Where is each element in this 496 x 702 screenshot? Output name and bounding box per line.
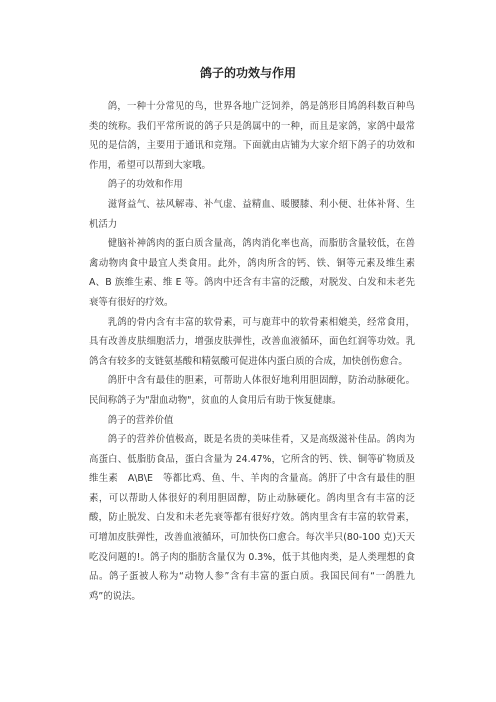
- section-heading-nutrition: 鸽子的营养价值: [107, 414, 174, 426]
- paragraph-brain-nourishing: 健脑补神鸽肉的蛋白质含量高，鸽肉消化率也高，而脂肪含量较低，在兽禽动物肉食中最宜人类食用。此外，鸽肉所含的钙、铁、铜等元素及维生素 A、B 族维生素、维 E 等。鸽肉中还含有丰富的泛酸，对脱发、白发和未老先衰等有很好的疗效。: [89, 238, 415, 308]
- document-title: 鸽子的功效与作用: [199, 66, 296, 80]
- paragraph-intro: 鸽，一种十分常见的鸟，世界各地广泛饲养，鸽是鸽形目鸠鸽科数百种鸟类的统称。我们平常所说的鸽子只是鸽属中的一种，而且是家鸽，家鸽中最常见的是信鸽，主要用于通讯和竞翔。下面就由店铺为大家介绍下鸽子的功效和作用，希望可以帮到大家哦。: [89, 101, 415, 171]
- document-body: [89, 97, 415, 606]
- paragraph-pigeon-liver: 鸽肝中含有最佳的胆素，可帮助人体很好地利用胆固醇，防治动脉硬化。民间称鸽子为"甜血动物"，贫血的人食用后有助于恢复健康。: [89, 375, 415, 406]
- paragraph-squab-bone: 乳鸽的骨内含有丰富的软骨素，可与鹿茸中的软骨素相媲美，经常食用，具有改善皮肤细胞活力，增强皮肤弹性，改善血液循环，面色红润等功效。乳鸽含有较多的支链氨基酸和精氨酸可促进体内蛋白质的合成，加快创伤愈合。: [89, 316, 415, 367]
- section-heading-effects: 鸽子的功效和作用: [107, 179, 183, 191]
- paragraph-effects-list: 滋肾益气、祛风解毒、补气虚、益精血、暖腰膝、利小便、壮体补肾、生机活力: [89, 198, 415, 230]
- paragraph-nutrition-value: 鸽子的营养价值极高，既是名贵的美味佳肴，又是高级滋补佳品。鸽肉为高蛋白、低脂肪食品，蛋白含量为 24.47%，它所含的钙、铁、铜等矿物质及维生素 A\B\E 等都比鸡、鱼、牛、羊肉的含量高。鸽肝了中含有最佳的胆素，可以帮助人体很好的利用胆固醇，防止动脉硬化。鸽肉里含有丰富的泛酸，防止脱发、白发和未老先衰等都有很好疗效。鸽肉里含有丰富的软骨素，可增加皮肤弹性，改善血液循环，可加快伤口愈合。每次半只(80-100 克)天天吃没问题的!。鸽子肉的脂肪含量仅为 0.3%，低于其他肉类，是人类理想的食品。鸽子蛋被人称为“动物人参”含有丰富的蛋白质。我国民间有“一鸽胜九鸡”的说法。: [89, 434, 415, 602]
